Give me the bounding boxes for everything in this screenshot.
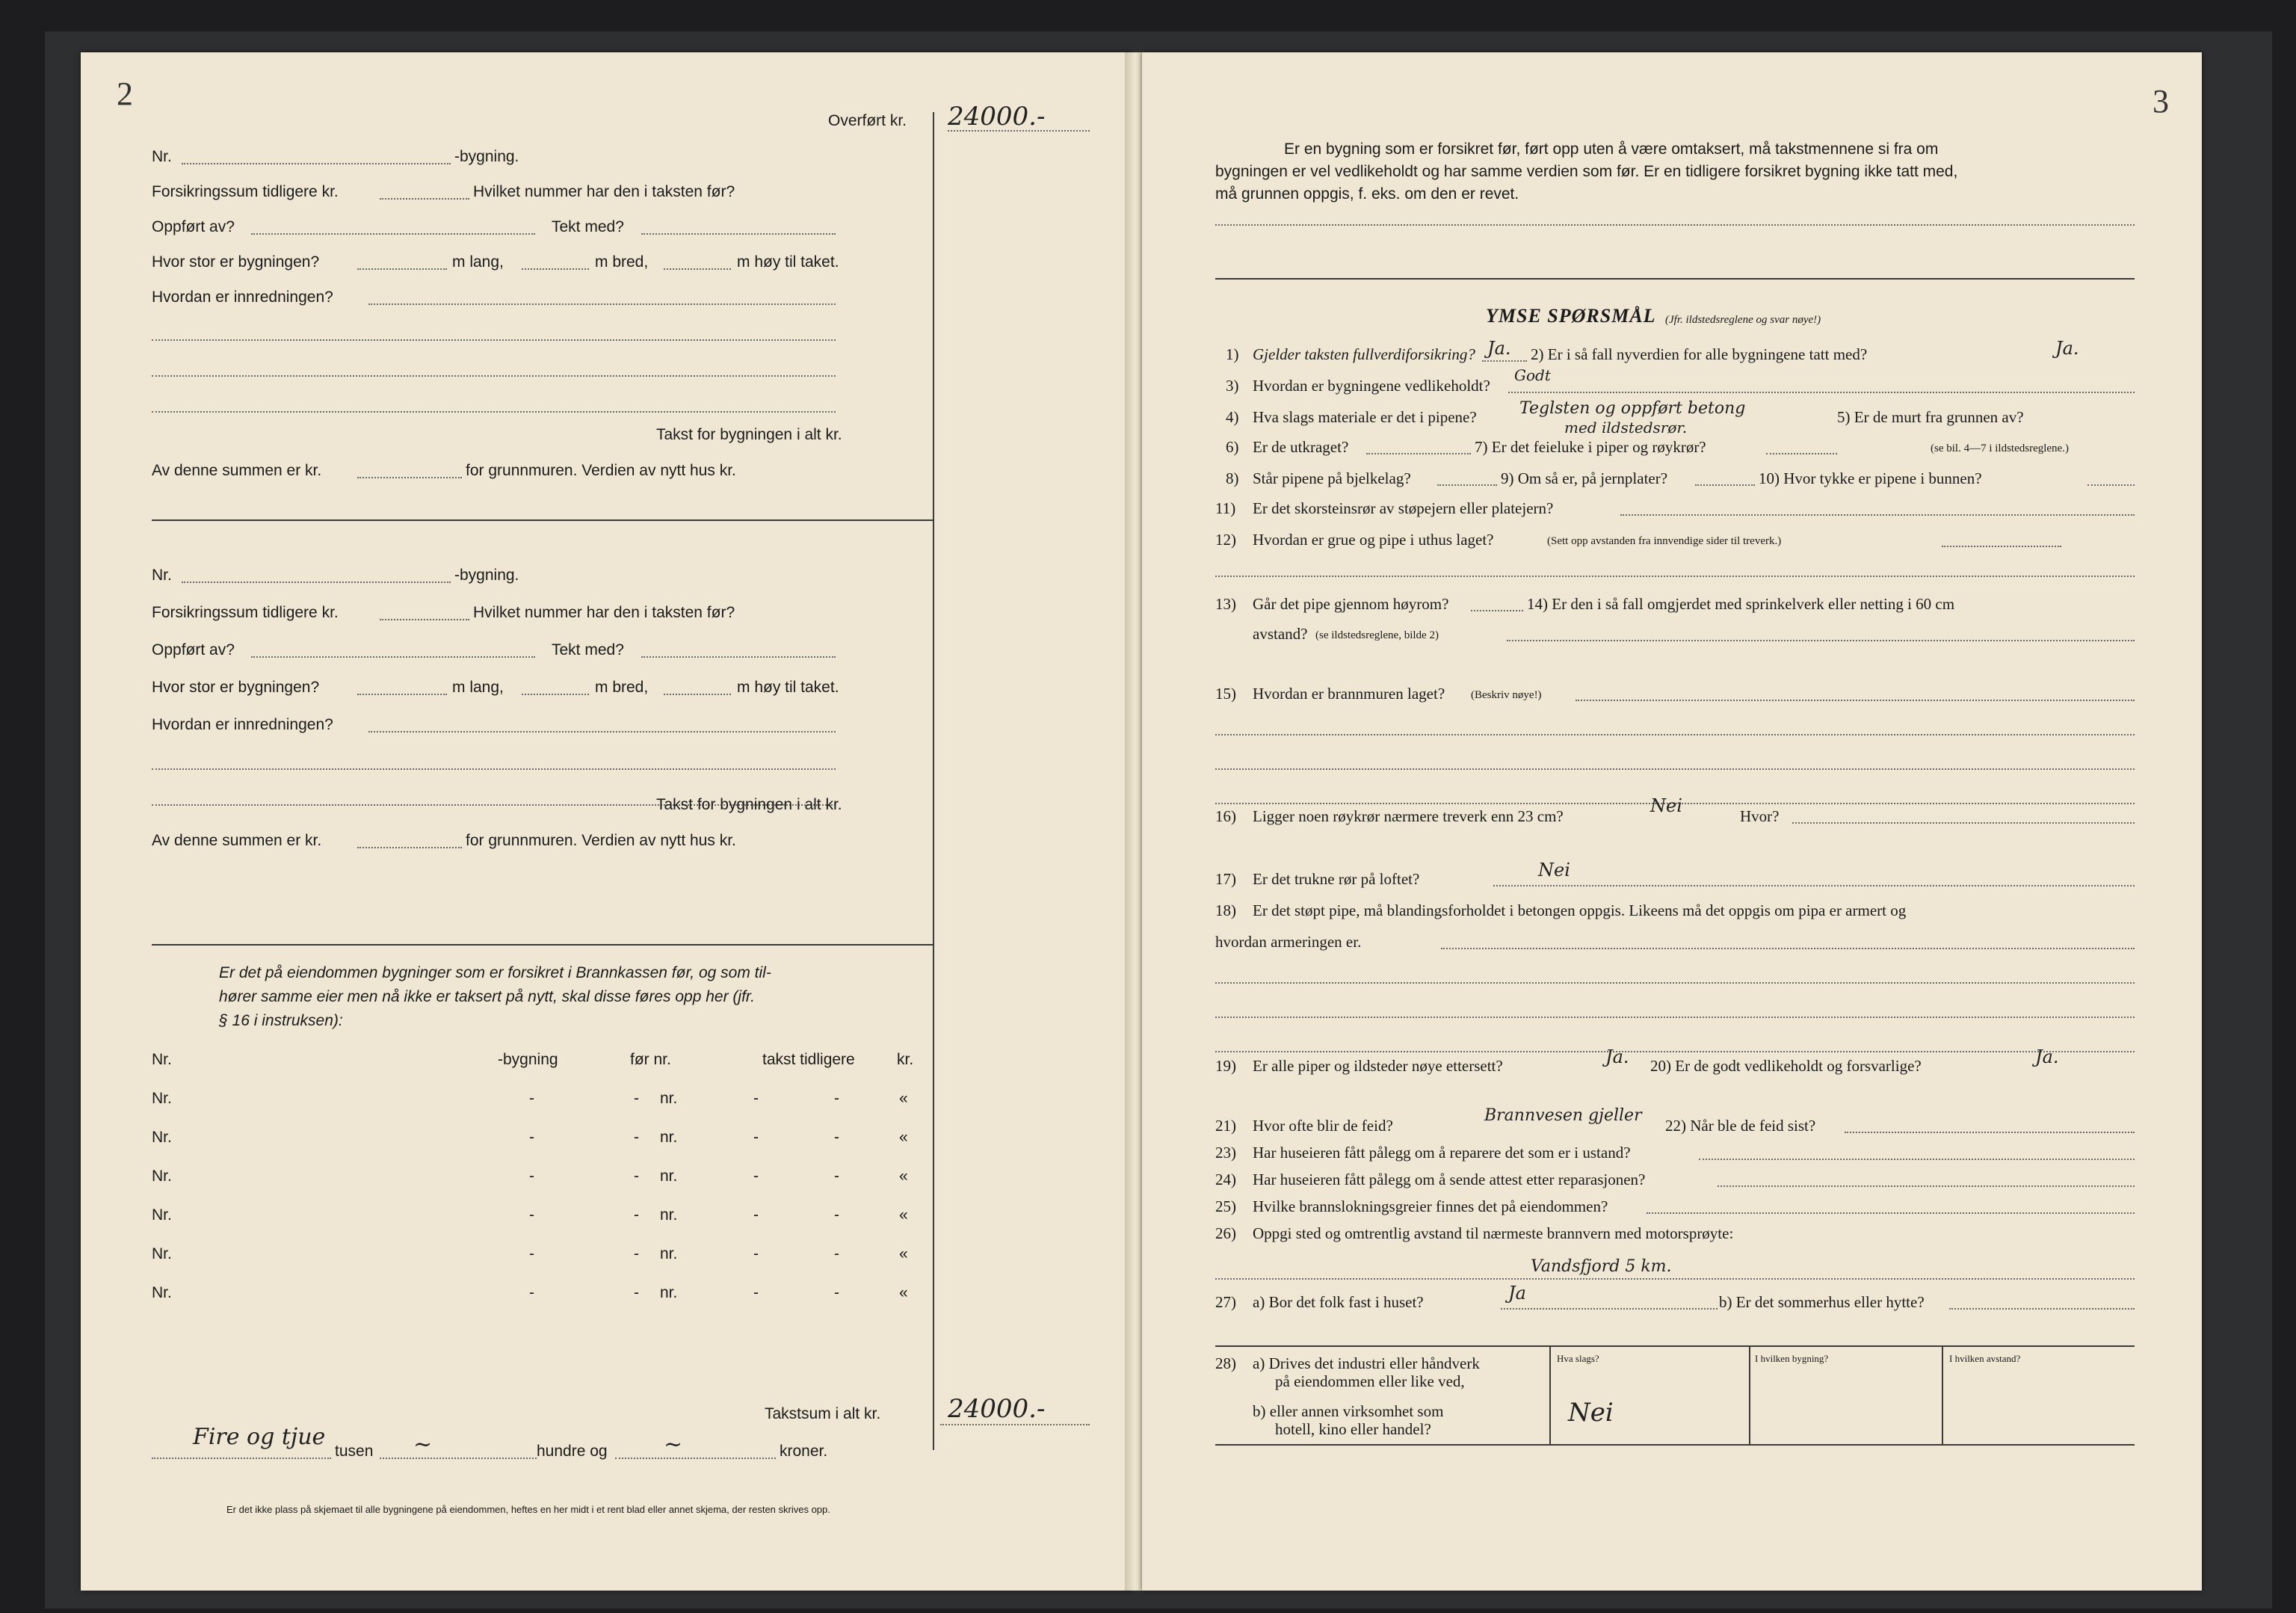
kroner-label: kroner.	[780, 1443, 828, 1460]
table-header-for-nr: før nr.	[630, 1051, 671, 1068]
q27b-text: b) Er det sommerhus eller hytte?	[1719, 1293, 1925, 1311]
q21-number: 21)	[1215, 1117, 1236, 1135]
row-dash: -	[834, 1090, 839, 1107]
right-page	[1142, 52, 2202, 1591]
q1-number: 1)	[1226, 345, 1239, 363]
row-nr: Nr.	[152, 1090, 172, 1107]
q16-text-b: Hvor?	[1740, 807, 1780, 825]
intro-line-3: må grunnen oppgis, f. eks. om den er revet.	[1215, 185, 1519, 203]
row-nr: Nr.	[152, 1245, 172, 1262]
oppfort-label: Oppført av?	[152, 218, 235, 235]
q28-col-bygning: I hvilken bygning?	[1755, 1353, 1829, 1364]
row-dash: -	[529, 1206, 534, 1224]
row-dash: -	[634, 1168, 639, 1185]
row-ditto: «	[899, 1168, 908, 1185]
q3-number: 3)	[1226, 377, 1239, 395]
row-nr: Nr.	[152, 1168, 172, 1185]
grunnmur-label: for grunnmuren. Verdien av nytt hus kr.	[466, 832, 736, 849]
q5-text: 5) Er de murt fra grunnen av?	[1837, 408, 2024, 426]
row-nr2: nr.	[660, 1129, 678, 1146]
q28-number: 28)	[1215, 1354, 1236, 1372]
q11-number: 11)	[1215, 499, 1236, 517]
row-dash: -	[834, 1245, 839, 1262]
bygning-label: -bygning.	[454, 148, 519, 165]
words-thousands: Fire og tjue	[193, 1424, 326, 1450]
row-dash: -	[529, 1284, 534, 1301]
row-nr2: nr.	[660, 1284, 678, 1301]
row-dash: -	[634, 1245, 639, 1262]
q14-text: 14) Er den i så fall omgjerdet med sprinkelverk eller netting i 60 cm	[1527, 595, 1955, 613]
q13-text: Går det pipe gjennom høyrom?	[1253, 595, 1449, 613]
row-dash: -	[634, 1284, 639, 1301]
row-nr2: nr.	[660, 1245, 678, 1262]
q1-answer: Ja.	[1487, 338, 1511, 359]
q16-number: 16)	[1215, 807, 1236, 825]
q28a-text-b: på eiendommen eller like ved,	[1275, 1372, 1465, 1390]
forsikringssum-label: Forsikringssum tidligere kr.	[152, 183, 339, 200]
hvor-stor-label: Hvor stor er bygningen?	[152, 679, 320, 696]
takstsum-value: 24000.-	[948, 1394, 1046, 1424]
footer-note: Er det ikke plass på skjemaet til alle bygningene på eiendommen, heftes en her midt i et rent blad eller annet skjema, der resten skrives opp.	[226, 1504, 830, 1515]
q2-text: 2) Er i så fall nyverdien for alle bygningene tatt med?	[1531, 345, 1868, 363]
hvilket-nummer-label: Hvilket nummer har den i taksten før?	[473, 183, 735, 200]
table-header-kr: kr.	[897, 1051, 914, 1068]
q6-text: Er de utkraget?	[1253, 438, 1349, 456]
hundre-value: ~	[413, 1431, 433, 1458]
row-dash: -	[753, 1168, 759, 1185]
q22-text: 22) Når ble de feid sist?	[1665, 1117, 1816, 1135]
row-ditto: «	[899, 1245, 908, 1262]
forsikringssum-label: Forsikringssum tidligere kr.	[152, 604, 339, 621]
m-hoy-label: m høy til taket.	[737, 253, 839, 271]
row-dash: -	[529, 1129, 534, 1146]
page-number-left: 2	[117, 75, 133, 112]
q25-text: Hvilke brannslokningsgreier finnes det på eiendommen?	[1253, 1197, 1608, 1215]
section-heading-note: (Jfr. ildstedsreglene og svar nøye!)	[1665, 314, 1821, 326]
table-header-bygning: -bygning	[498, 1051, 558, 1068]
q19-number: 19)	[1215, 1057, 1236, 1075]
row-dash: -	[529, 1168, 534, 1185]
q7-text: 7) Er det feieluke i piper og røykrør?	[1475, 438, 1706, 456]
q17-number: 17)	[1215, 870, 1236, 888]
q12-number: 12)	[1215, 531, 1236, 549]
q24-text: Har huseieren fått pålegg om å sende attest etter reparasjonen?	[1253, 1171, 1646, 1188]
q28-answer: Nei	[1568, 1398, 1614, 1428]
row-dash: -	[753, 1129, 759, 1146]
q18-text-b: hvordan armeringen er.	[1215, 933, 1362, 951]
q4-text: Hva slags materiale er det i pipene?	[1253, 408, 1477, 426]
row-ditto: «	[899, 1129, 908, 1146]
q14-note: (se ildstedsreglene, bilde 2)	[1315, 629, 1439, 641]
m-lang-label: m lang,	[452, 253, 504, 271]
takstsum-label: Takstsum i alt kr.	[765, 1405, 881, 1422]
q21-text: Hvor ofte blir de feid?	[1253, 1117, 1393, 1135]
m-hoy-label: m høy til taket.	[737, 679, 839, 696]
q10-text: 10) Hvor tykke er pipene i bunnen?	[1759, 469, 1982, 487]
q26-number: 26)	[1215, 1224, 1236, 1242]
grunnmur-label: for grunnmuren. Verdien av nytt hus kr.	[466, 462, 736, 479]
kroner-value: ~	[664, 1431, 683, 1458]
table-header-nr: Nr.	[152, 1051, 172, 1068]
q16-text: Ligger noen røykrør nærmere treverk enn 23 cm?	[1253, 807, 1564, 825]
q6-number: 6)	[1226, 438, 1239, 456]
q4-answer-a: Teglsten og oppført betong	[1519, 399, 1746, 418]
row-dash: -	[834, 1129, 839, 1146]
row-ditto: «	[899, 1090, 908, 1107]
q17-answer: Nei	[1538, 860, 1570, 880]
q26-answer: Vandsfjord 5 km.	[1531, 1257, 1672, 1276]
hvilket-nummer-label: Hvilket nummer har den i taksten før?	[473, 604, 735, 621]
q7-note: (se bil. 4—7 i ildstedsreglene.)	[1931, 442, 2069, 454]
m-bred-label: m bred,	[595, 253, 649, 271]
left-page	[81, 52, 1133, 1591]
tekt-label: Tekt med?	[552, 218, 624, 235]
q23-number: 23)	[1215, 1144, 1236, 1162]
row-dash: -	[753, 1284, 759, 1301]
row-nr2: nr.	[660, 1168, 678, 1185]
row-dash: -	[753, 1090, 759, 1107]
takst-label: Takst for bygningen i alt kr.	[656, 426, 842, 443]
q2-answer: Ja.	[2055, 338, 2079, 359]
row-dash: -	[753, 1206, 759, 1224]
q28-col-hva-slags: Hva slags?	[1557, 1353, 1599, 1364]
nr-label: Nr.	[152, 148, 172, 165]
row-ditto: «	[899, 1206, 908, 1224]
q27a-answer: Ja	[1508, 1283, 1526, 1304]
hvor-stor-label: Hvor stor er bygningen?	[152, 253, 320, 271]
q28b-text-b: hotell, kino eller handel?	[1275, 1420, 1431, 1438]
row-dash: -	[634, 1129, 639, 1146]
row-dash: -	[634, 1090, 639, 1107]
note-line: hører samme eier men nå ikke er taksert på nytt, skal disse føres opp her (jfr.	[219, 988, 755, 1005]
q11-text: Er det skorsteinsrør av støpejern eller platejern?	[1253, 499, 1554, 517]
innredning-label: Hvordan er innredningen?	[152, 716, 333, 733]
q27a-text: a) Bor det folk fast i huset?	[1253, 1293, 1424, 1311]
q8-text: Står pipene på bjelkelag?	[1253, 469, 1411, 487]
hundre-label: hundre og	[537, 1443, 608, 1460]
row-ditto: «	[899, 1284, 908, 1301]
q14-text-b: avstand?	[1253, 625, 1308, 643]
m-lang-label: m lang,	[452, 679, 504, 696]
q20-answer: Ja.	[2035, 1046, 2059, 1067]
av-denne-label: Av denne summen er kr.	[152, 832, 322, 849]
q8-number: 8)	[1226, 469, 1239, 487]
row-dash: -	[753, 1245, 759, 1262]
q15-note: (Beskriv nøye!)	[1471, 689, 1542, 701]
row-nr2: nr.	[660, 1206, 678, 1224]
m-bred-label: m bred,	[595, 679, 649, 696]
q24-number: 24)	[1215, 1171, 1236, 1188]
table-header-takst: takst tidligere	[762, 1051, 855, 1068]
oppfort-label: Oppført av?	[152, 641, 235, 659]
q17-text: Er det trukne rør på loftet?	[1253, 870, 1420, 888]
q13-number: 13)	[1215, 595, 1236, 613]
intro-line-2: bygningen er vel vedlikeholdt og har samme verdien som før. Er en tidligere forsikret bygning ikke tatt med,	[1215, 163, 1958, 180]
q28b-text: b) eller annen virksomhet som	[1253, 1402, 1444, 1420]
av-denne-label: Av denne summen er kr.	[152, 462, 322, 479]
q15-number: 15)	[1215, 685, 1236, 703]
q23-text: Har huseieren fått pålegg om å reparere det som er i ustand?	[1253, 1144, 1631, 1162]
q1-text: Gjelder taksten fullverdiforsikring?	[1253, 345, 1475, 363]
carried-over-value: 24000.-	[948, 102, 1046, 132]
q12-text: Hvordan er grue og pipe i uthus laget?	[1253, 531, 1494, 549]
takst-label: Takst for bygningen i alt kr.	[656, 796, 842, 813]
row-dash: -	[529, 1245, 534, 1262]
q12-note: (Sett opp avstanden fra innvendige sider til treverk.)	[1547, 535, 1782, 547]
section-heading: YMSE SPØRSMÅL	[1486, 305, 1656, 327]
row-nr: Nr.	[152, 1129, 172, 1146]
q28-col-avstand: I hvilken avstand?	[1949, 1353, 2021, 1364]
tekt-label: Tekt med?	[552, 641, 624, 659]
innredning-label: Hvordan er innredningen?	[152, 289, 333, 306]
q21-answer: Brannvesen gjeller	[1484, 1106, 1642, 1125]
q19-text: Er alle piper og ildsteder nøye ettersett?	[1253, 1057, 1503, 1075]
nr-label: Nr.	[152, 567, 172, 584]
q9-text: 9) Om så er, på jernplater?	[1501, 469, 1668, 487]
q18-text: Er det støpt pipe, må blandingsforholdet i betongen oppgis. Likeens må det oppgis om pipa er armert og	[1253, 901, 1907, 919]
q20-text: 20) Er de godt vedlikeholdt og forsvarlige?	[1650, 1057, 1922, 1075]
row-nr: Nr.	[152, 1206, 172, 1224]
carried-over-label: Overført kr.	[828, 112, 907, 129]
q4-number: 4)	[1226, 408, 1239, 426]
q18-number: 18)	[1215, 901, 1236, 919]
q27-number: 27)	[1215, 1293, 1236, 1311]
note-line: § 16 i instruksen):	[219, 1012, 343, 1029]
intro-line-1: Er en bygning som er forsikret før, ført opp uten å være omtaksert, må takstmennene si fra om	[1284, 141, 1939, 158]
q16-answer: Nei	[1650, 795, 1682, 816]
amount-column-rule	[933, 112, 934, 1450]
q19-answer: Ja.	[1605, 1046, 1629, 1067]
row-nr2: nr.	[660, 1090, 678, 1107]
row-dash: -	[834, 1206, 839, 1224]
q4-answer-b: med ildstedsrør.	[1564, 419, 1688, 437]
q3-answer: Godt	[1514, 366, 1551, 384]
q25-number: 25)	[1215, 1197, 1236, 1215]
row-nr: Nr.	[152, 1284, 172, 1301]
q3-text: Hvordan er bygningene vedlikeholdt?	[1253, 377, 1490, 395]
row-dash: -	[634, 1206, 639, 1224]
row-dash: -	[834, 1168, 839, 1185]
bygning-label: -bygning.	[454, 567, 519, 584]
row-dash: -	[529, 1090, 534, 1107]
page-number-right: 3	[2152, 83, 2169, 120]
note-line: Er det på eiendommen bygninger som er forsikret i Brannkassen før, og som til-	[219, 964, 771, 981]
row-dash: -	[834, 1284, 839, 1301]
q28a-text: a) Drives det industri eller håndverk	[1253, 1354, 1480, 1372]
tusen-label: tusen	[335, 1443, 374, 1460]
q15-text: Hvordan er brannmuren laget?	[1253, 685, 1445, 703]
q26-text: Oppgi sted og omtrentlig avstand til nærmeste brannvern med motorsprøyte:	[1253, 1224, 1734, 1242]
